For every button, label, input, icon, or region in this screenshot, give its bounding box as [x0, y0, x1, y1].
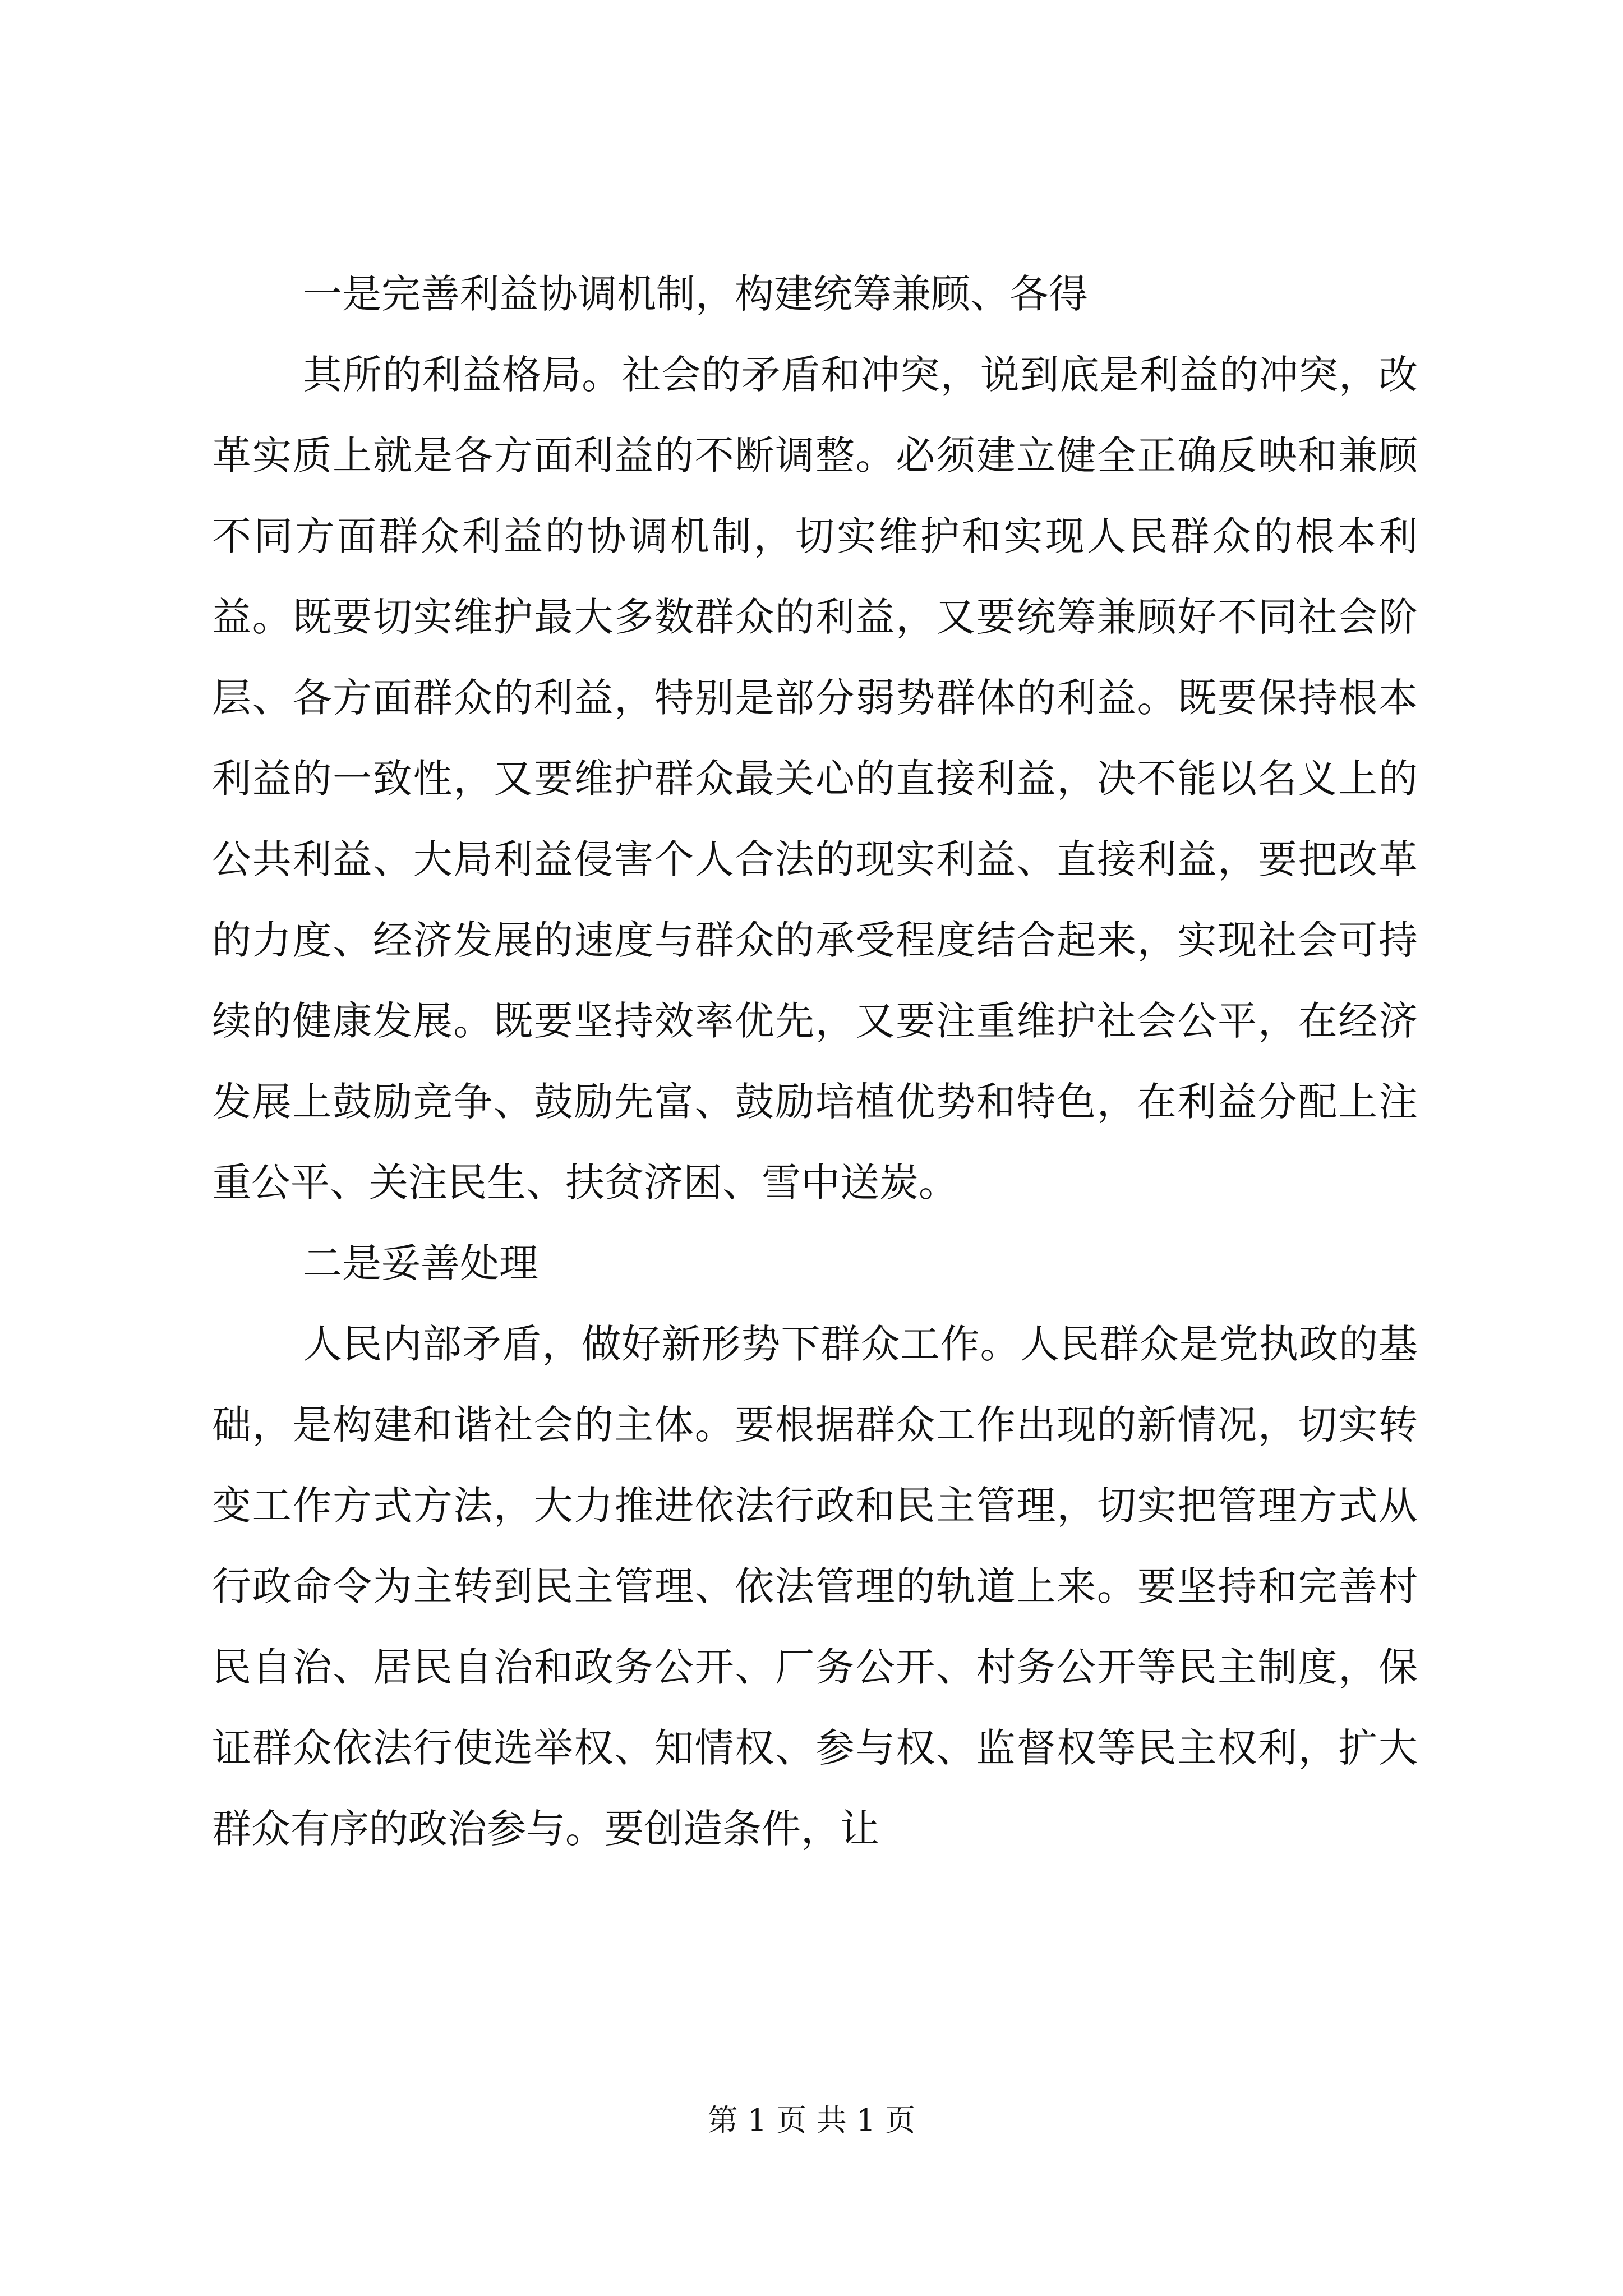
- paragraph-mass-work: 人民内部矛盾，做好新形势下群众工作。人民群众是党执政的基础，是构建和谐社会的主体。要根据群众工作出现的新情况，切实转变工作方式方法，大力推进依法行政和民主管理，切实把管理方式从行政命令为主转到民主管理、依法管理的轨道上来。要坚持和完善村民自治、居民自治和政务公开、厂务公开、村务公开等民主制度，保证群众依法行使选举权、知情权、参与权、监督权等民主权利，扩大群众有序的政治参与。要创造条件，让: [212, 1321, 1418, 1852]
- paragraph-interest-coordination: 其所的利益格局。社会的矛盾和冲突，说到底是利益的冲突，改革实质上就是各方面利益的不断调整。必须建立健全正确反映和兼顾不同方面群众利益的协调机制，切实维护和实现人民群众的根本利益。既要切实维护最大多数群众的利益，又要统筹兼顾好不同社会阶层、各方面群众的利益，特别是部分弱势群体的利益。既要保持根本利益的一致性，又要维护群众最关心的直接利益，决不能以名义上的公共利益、大局利益侵害个人合法的现实利益、直接利益，要把改革的力度、经济发展的速度与群众的承受程度结合起来，实现社会可持续的健康发展。既要坚持效率优先，又要注重维护社会公平，在经济发展上鼓励竞争、鼓励先富、鼓励培植优势和特色，在利益分配上注重公平、关注民生、扶贫济困、雪中送炭。: [212, 352, 1418, 1205]
- page-number-label: 第 1 页 共 1 页: [707, 2102, 916, 2138]
- heading-point-two: 二是妥善处理: [303, 1240, 538, 1286]
- heading-point-one: 一是完善利益协调机制，构建统筹兼顾、各得: [303, 271, 1088, 317]
- page-footer: [0, 2098, 1623, 2143]
- document-body: [212, 254, 1418, 1869]
